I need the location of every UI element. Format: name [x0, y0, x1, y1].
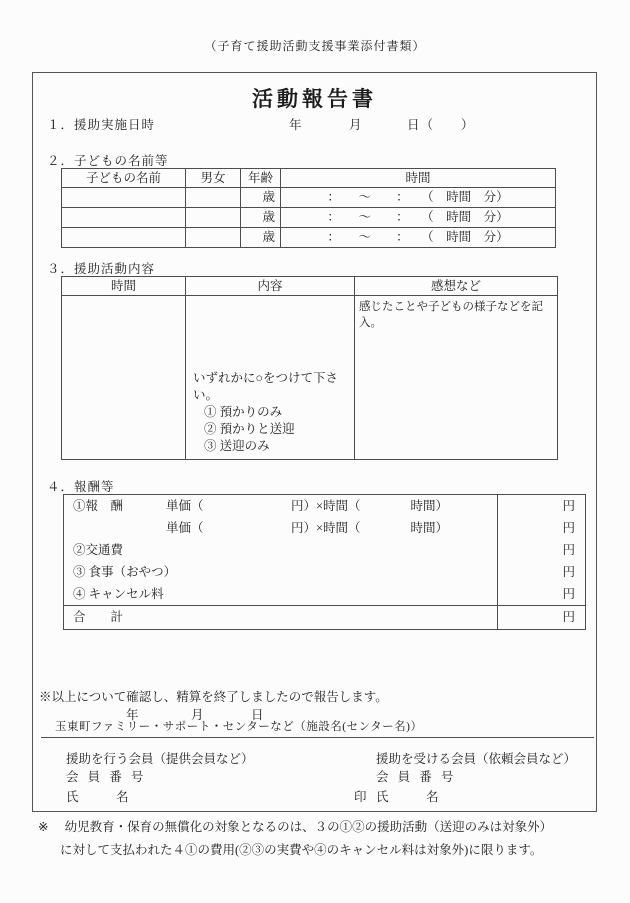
column-header-child-name: 子どもの名前 — [85, 171, 161, 185]
column-header-time: 時間 — [110, 279, 136, 293]
column-header-time: 時間 — [280, 169, 555, 187]
payment-row-reward-2 — [64, 517, 585, 539]
confirmation-statement: ※以上について確認し、精算を終了しましたので報告します。 — [39, 690, 388, 704]
seal-label: 印 — [354, 790, 367, 804]
payment-row-cancel-fee — [64, 583, 585, 605]
footer-note-text1: 幼児教育・保育の無償化の対象となるのは、３の①②の援助活動（送迎のみは対象外） — [64, 820, 553, 834]
option-care-only: ① 預かりのみ — [204, 405, 283, 419]
children-table — [61, 168, 556, 248]
payment-amount-cell: 円 — [497, 495, 585, 517]
activity-content-cell — [185, 296, 354, 459]
child-name-cell — [62, 208, 185, 227]
table-row — [62, 227, 555, 247]
table-row — [62, 187, 555, 207]
footer-note-line1 — [38, 817, 552, 835]
sex-cell — [185, 228, 240, 247]
payment-row-total — [64, 605, 585, 629]
payment-item-label: ④ キャンセル料 — [73, 587, 164, 601]
activity-table — [61, 276, 558, 460]
payment-amount-cell: 円 — [497, 561, 585, 583]
total-label: 合 計 — [73, 610, 124, 624]
payment-item-label: ②交通費 — [73, 543, 124, 557]
children-table-header — [62, 169, 555, 187]
confirmation-month-label: 月 — [191, 708, 204, 722]
child-name-cell — [62, 188, 185, 207]
payment-detail — [166, 561, 497, 583]
payment-amount-cell: 円 — [497, 583, 585, 605]
payment-row-meal — [64, 561, 585, 583]
circle-instruction: いずれかに○をつけて下さい。 — [193, 371, 339, 402]
confirmation-day-label: 日 — [251, 708, 264, 722]
receiver-name-label: 氏 名 — [376, 790, 439, 804]
section1-label: １．援助実施日時 — [47, 118, 156, 132]
section1-month-label: 月 — [349, 118, 362, 132]
column-header-content: 内容 — [185, 277, 354, 295]
impressions-cell: 感じたことや子どもの様子などを記入。 — [354, 296, 557, 459]
payment-item-label — [64, 517, 166, 539]
sex-cell — [185, 208, 240, 227]
time-cell: ： ～ ： （ 時間 分） — [280, 228, 555, 247]
payment-detail — [166, 539, 497, 561]
payment-table — [63, 494, 586, 630]
age-cell: 歳 — [240, 188, 280, 207]
age-cell: 歳 — [240, 228, 280, 247]
column-header-sex: 男女 — [185, 169, 240, 187]
receiver-member-number-label: 会 員 番 号 — [376, 770, 457, 784]
payment-detail: 単価（ 円）×時間（ 時間） — [166, 521, 449, 535]
provider-member-title: 援助を行う会員（提供会員など） — [66, 752, 254, 766]
receiver-member-title: 援助を受ける会員（依頼会員など） — [376, 752, 577, 766]
option-care-and-transport: ② 預かりと送迎 — [204, 422, 295, 436]
form-border-box — [32, 72, 597, 812]
confirmation-year-label: 年 — [126, 708, 139, 722]
footer-note-line2: に対して支払われた４①の費用(②③の実費や④のキャンセル料は対象外)に限ります。 — [60, 843, 543, 857]
payment-amount-cell: 円 — [497, 517, 585, 539]
age-cell: 歳 — [240, 208, 280, 227]
payment-item-label: ③ 食事（おやつ） — [73, 565, 177, 579]
activity-table-header — [62, 277, 557, 296]
option-transport-only: ③ 送迎のみ — [204, 439, 270, 453]
payment-detail — [166, 583, 497, 605]
activity-time-cell — [62, 296, 185, 459]
section1-day-label: 日（ ） — [407, 118, 475, 132]
page-title: 活動報告書 — [252, 87, 377, 111]
section2-label: ２．子どもの名前等 — [47, 154, 169, 168]
total-amount-cell: 円 — [497, 606, 585, 629]
child-name-cell — [62, 228, 185, 247]
provider-member-number-label: 会 員 番 号 — [66, 770, 147, 784]
payment-row-transport-fee — [64, 539, 585, 561]
center-name-line: 玉東町ファミリー・サポート・センターなど（施設名(センター名)） — [41, 718, 594, 738]
section4-label: ４．報酬等 — [47, 480, 115, 494]
activity-table-body — [62, 296, 557, 459]
provider-name-label: 氏 名 — [66, 790, 129, 804]
header-note: （子育て援助活動支援事業添付書類） — [204, 39, 426, 53]
time-cell: ： ～ ： （ 時間 分） — [280, 208, 555, 227]
table-row — [62, 207, 555, 227]
payment-detail: 単価（ 円）×時間（ 時間） — [166, 499, 449, 513]
payment-row-reward-1 — [64, 495, 585, 517]
footer-note-mark: ※ — [38, 820, 49, 834]
time-cell: ： ～ ： （ 時間 分） — [280, 188, 555, 207]
column-header-impressions: 感想など — [354, 277, 557, 295]
payment-amount-cell: 円 — [497, 539, 585, 561]
section1-year-label: 年 — [289, 118, 302, 132]
column-header-age: 年齢 — [240, 169, 280, 187]
payment-item-label: ①報 酬 — [73, 499, 124, 513]
section3-label: ３．援助活動内容 — [47, 262, 156, 276]
sex-cell — [185, 188, 240, 207]
